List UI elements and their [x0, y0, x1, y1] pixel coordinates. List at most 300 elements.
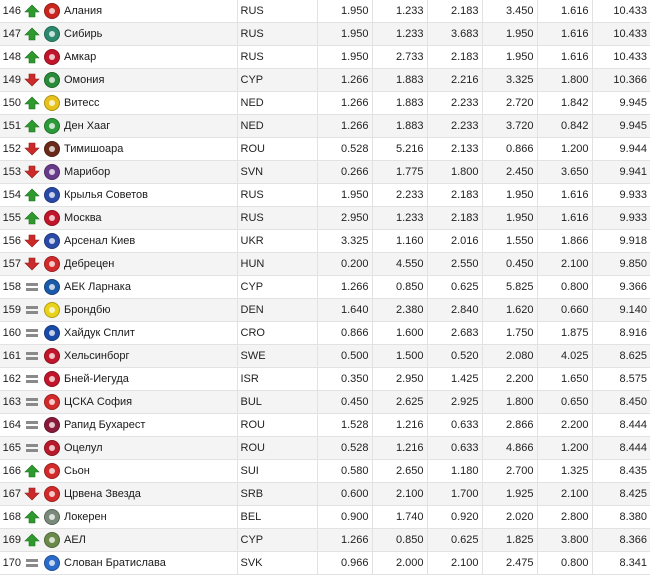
club-name[interactable]: Дебрецен	[63, 253, 237, 276]
total-points: 9.941	[592, 161, 650, 184]
total-points: 8.366	[592, 529, 650, 552]
season-points-v1: 2.950	[317, 207, 372, 230]
trend-unchanged-icon	[24, 372, 40, 386]
club-name[interactable]: АЕК Ларнака	[63, 276, 237, 299]
rank-cell: 161	[0, 345, 23, 368]
season-points-v1: 0.200	[317, 253, 372, 276]
total-points: 10.433	[592, 0, 650, 23]
season-points-v1: 0.866	[317, 322, 372, 345]
logo-cell	[41, 368, 63, 391]
total-points: 9.366	[592, 276, 650, 299]
table-row	[0, 391, 650, 414]
logo-cell	[41, 253, 63, 276]
logo-cell	[41, 230, 63, 253]
logo-cell	[41, 92, 63, 115]
season-points-v3: 1.425	[427, 368, 482, 391]
club-crest-icon	[44, 49, 60, 65]
rank-cell: 158	[0, 276, 23, 299]
rank-cell: 150	[0, 92, 23, 115]
country-code: ROU	[237, 437, 317, 460]
total-points: 9.850	[592, 253, 650, 276]
season-points-v3: 2.133	[427, 138, 482, 161]
logo-cell	[41, 460, 63, 483]
trend-up-arrow-icon	[24, 510, 40, 524]
trend-up-arrow-icon	[24, 96, 40, 110]
country-code: NED	[237, 92, 317, 115]
rank-cell: 152	[0, 138, 23, 161]
country-code: SVK	[237, 552, 317, 575]
season-points-v1: 0.350	[317, 368, 372, 391]
trend-cell	[23, 460, 41, 483]
country-code: RUS	[237, 0, 317, 23]
trend-cell	[23, 0, 41, 23]
club-crest-icon	[44, 348, 60, 364]
club-name[interactable]: Тимишоара	[63, 138, 237, 161]
club-name[interactable]: Крылья Советов	[63, 184, 237, 207]
table-row	[0, 115, 650, 138]
season-points-v2: 2.950	[372, 368, 427, 391]
club-name[interactable]: Москва	[63, 207, 237, 230]
season-points-v3: 2.100	[427, 552, 482, 575]
rank-cell: 164	[0, 414, 23, 437]
rank-cell: 151	[0, 115, 23, 138]
season-points-v1: 1.950	[317, 23, 372, 46]
club-crest-icon	[44, 532, 60, 548]
country-code: CRO	[237, 322, 317, 345]
season-points-v1: 0.966	[317, 552, 372, 575]
trend-up-arrow-icon	[24, 119, 40, 133]
trend-cell	[23, 368, 41, 391]
trend-cell	[23, 46, 41, 69]
season-points-v1: 1.266	[317, 276, 372, 299]
trend-cell	[23, 437, 41, 460]
total-points: 9.944	[592, 138, 650, 161]
table-row	[0, 230, 650, 253]
rank-cell: 148	[0, 46, 23, 69]
season-points-v1: 0.600	[317, 483, 372, 506]
trend-cell	[23, 230, 41, 253]
season-points-v1: 1.266	[317, 115, 372, 138]
season-points-v4: 2.866	[482, 414, 537, 437]
club-crest-icon	[44, 371, 60, 387]
rank-cell: 165	[0, 437, 23, 460]
club-crest-icon	[44, 187, 60, 203]
total-points: 8.380	[592, 506, 650, 529]
rank-cell: 157	[0, 253, 23, 276]
club-crest-icon	[44, 118, 60, 134]
season-points-v4: 2.020	[482, 506, 537, 529]
logo-cell	[41, 529, 63, 552]
table-row	[0, 322, 650, 345]
trend-cell	[23, 276, 41, 299]
country-code: RUS	[237, 207, 317, 230]
club-crest-icon	[44, 72, 60, 88]
season-points-v5: 0.800	[537, 276, 592, 299]
season-points-v5: 0.660	[537, 299, 592, 322]
logo-cell	[41, 391, 63, 414]
season-points-v4: 1.925	[482, 483, 537, 506]
season-points-v5: 1.616	[537, 23, 592, 46]
club-name[interactable]: Рапид Бухарест	[63, 414, 237, 437]
season-points-v4: 3.720	[482, 115, 537, 138]
club-name[interactable]: АЕЛ	[63, 529, 237, 552]
club-crest-icon	[44, 3, 60, 19]
rank-cell: 155	[0, 207, 23, 230]
season-points-v5: 2.200	[537, 414, 592, 437]
season-points-v4: 3.450	[482, 0, 537, 23]
season-points-v2: 2.000	[372, 552, 427, 575]
table-row	[0, 161, 650, 184]
rank-cell: 168	[0, 506, 23, 529]
season-points-v3: 0.920	[427, 506, 482, 529]
club-name[interactable]: Бней-Иегуда	[63, 368, 237, 391]
season-points-v5: 0.842	[537, 115, 592, 138]
season-points-v3: 2.183	[427, 184, 482, 207]
club-name[interactable]: ЦСКА София	[63, 391, 237, 414]
season-points-v4: 2.720	[482, 92, 537, 115]
season-points-v4: 2.080	[482, 345, 537, 368]
season-points-v1: 0.900	[317, 506, 372, 529]
season-points-v3: 3.683	[427, 23, 482, 46]
club-name[interactable]: Сьон	[63, 460, 237, 483]
rank-cell: 160	[0, 322, 23, 345]
season-points-v1: 1.266	[317, 529, 372, 552]
total-points: 9.945	[592, 115, 650, 138]
trend-up-arrow-icon	[24, 27, 40, 41]
logo-cell	[41, 0, 63, 23]
trend-unchanged-icon	[24, 326, 40, 340]
season-points-v3: 2.183	[427, 46, 482, 69]
season-points-v2: 2.650	[372, 460, 427, 483]
table-row	[0, 414, 650, 437]
total-points: 8.444	[592, 414, 650, 437]
country-code: RUS	[237, 184, 317, 207]
country-code: ROU	[237, 414, 317, 437]
country-code: SUI	[237, 460, 317, 483]
season-points-v1: 0.266	[317, 161, 372, 184]
season-points-v3: 2.683	[427, 322, 482, 345]
logo-cell	[41, 161, 63, 184]
trend-down-arrow-icon	[24, 165, 40, 179]
club-name[interactable]: Витесс	[63, 92, 237, 115]
club-name[interactable]: Слован Братислава	[63, 552, 237, 575]
season-points-v5: 2.800	[537, 506, 592, 529]
season-points-v4: 1.750	[482, 322, 537, 345]
trend-cell	[23, 69, 41, 92]
club-crest-icon	[44, 555, 60, 571]
rank-cell: 153	[0, 161, 23, 184]
season-points-v3: 0.625	[427, 529, 482, 552]
season-points-v1: 0.580	[317, 460, 372, 483]
logo-cell	[41, 69, 63, 92]
club-crest-icon	[44, 164, 60, 180]
total-points: 8.341	[592, 552, 650, 575]
logo-cell	[41, 345, 63, 368]
table-row	[0, 506, 650, 529]
trend-cell	[23, 161, 41, 184]
trend-cell	[23, 345, 41, 368]
country-code: RUS	[237, 23, 317, 46]
club-crest-icon	[44, 233, 60, 249]
trend-down-arrow-icon	[24, 73, 40, 87]
trend-unchanged-icon	[24, 395, 40, 409]
table-row	[0, 184, 650, 207]
season-points-v2: 5.216	[372, 138, 427, 161]
total-points: 9.945	[592, 92, 650, 115]
logo-cell	[41, 138, 63, 161]
season-points-v3: 2.550	[427, 253, 482, 276]
season-points-v1: 0.528	[317, 437, 372, 460]
total-points: 9.918	[592, 230, 650, 253]
season-points-v5: 1.200	[537, 138, 592, 161]
trend-cell	[23, 322, 41, 345]
logo-cell	[41, 506, 63, 529]
trend-up-arrow-icon	[24, 464, 40, 478]
logo-cell	[41, 483, 63, 506]
season-points-v2: 1.500	[372, 345, 427, 368]
season-points-v3: 0.633	[427, 414, 482, 437]
season-points-v5: 0.650	[537, 391, 592, 414]
table-row	[0, 552, 650, 575]
table-row	[0, 23, 650, 46]
season-points-v1: 1.950	[317, 184, 372, 207]
country-code: ISR	[237, 368, 317, 391]
season-points-v5: 3.650	[537, 161, 592, 184]
season-points-v2: 1.740	[372, 506, 427, 529]
season-points-v3: 2.233	[427, 92, 482, 115]
rank-cell: 163	[0, 391, 23, 414]
total-points: 9.933	[592, 184, 650, 207]
country-code: SWE	[237, 345, 317, 368]
club-crest-icon	[44, 509, 60, 525]
season-points-v2: 2.625	[372, 391, 427, 414]
rank-cell: 154	[0, 184, 23, 207]
table-row	[0, 138, 650, 161]
trend-unchanged-icon	[24, 303, 40, 317]
club-crest-icon	[44, 95, 60, 111]
season-points-v2: 4.550	[372, 253, 427, 276]
logo-cell	[41, 276, 63, 299]
trend-up-arrow-icon	[24, 188, 40, 202]
season-points-v3: 0.633	[427, 437, 482, 460]
trend-up-arrow-icon	[24, 533, 40, 547]
season-points-v5: 0.800	[537, 552, 592, 575]
rank-cell: 149	[0, 69, 23, 92]
club-crest-icon	[44, 325, 60, 341]
club-crest-icon	[44, 279, 60, 295]
season-points-v1: 0.500	[317, 345, 372, 368]
season-points-v5: 1.616	[537, 46, 592, 69]
club-name[interactable]: Брондбю	[63, 299, 237, 322]
country-code: BEL	[237, 506, 317, 529]
trend-cell	[23, 207, 41, 230]
season-points-v4: 4.866	[482, 437, 537, 460]
season-points-v5: 1.875	[537, 322, 592, 345]
club-name[interactable]: Хельсинборг	[63, 345, 237, 368]
total-points: 8.625	[592, 345, 650, 368]
season-points-v4: 1.825	[482, 529, 537, 552]
trend-cell	[23, 414, 41, 437]
trend-cell	[23, 115, 41, 138]
season-points-v2: 1.216	[372, 437, 427, 460]
club-crest-icon	[44, 210, 60, 226]
trend-cell	[23, 299, 41, 322]
table-row	[0, 92, 650, 115]
table-row	[0, 437, 650, 460]
season-points-v2: 2.100	[372, 483, 427, 506]
season-points-v2: 1.233	[372, 0, 427, 23]
trend-up-arrow-icon	[24, 50, 40, 64]
table-row	[0, 460, 650, 483]
season-points-v4: 1.950	[482, 207, 537, 230]
season-points-v4: 0.866	[482, 138, 537, 161]
club-name[interactable]: Омония	[63, 69, 237, 92]
season-points-v4: 1.950	[482, 184, 537, 207]
season-points-v5: 1.800	[537, 69, 592, 92]
logo-cell	[41, 46, 63, 69]
rank-cell: 169	[0, 529, 23, 552]
logo-cell	[41, 552, 63, 575]
season-points-v2: 1.775	[372, 161, 427, 184]
trend-unchanged-icon	[24, 556, 40, 570]
season-points-v5: 2.100	[537, 253, 592, 276]
season-points-v2: 1.233	[372, 207, 427, 230]
trend-cell	[23, 552, 41, 575]
season-points-v3: 0.625	[427, 276, 482, 299]
trend-unchanged-icon	[24, 418, 40, 432]
season-points-v2: 1.160	[372, 230, 427, 253]
season-points-v3: 2.183	[427, 207, 482, 230]
trend-cell	[23, 23, 41, 46]
season-points-v4: 0.450	[482, 253, 537, 276]
season-points-v5: 4.025	[537, 345, 592, 368]
season-points-v4: 5.825	[482, 276, 537, 299]
total-points: 8.435	[592, 460, 650, 483]
season-points-v2: 1.233	[372, 23, 427, 46]
total-points: 8.916	[592, 322, 650, 345]
total-points: 9.933	[592, 207, 650, 230]
total-points: 8.425	[592, 483, 650, 506]
table-row	[0, 299, 650, 322]
trend-unchanged-icon	[24, 280, 40, 294]
club-crest-icon	[44, 256, 60, 272]
season-points-v1: 0.528	[317, 138, 372, 161]
club-crest-icon	[44, 141, 60, 157]
season-points-v4: 1.620	[482, 299, 537, 322]
trend-cell	[23, 253, 41, 276]
season-points-v3: 2.925	[427, 391, 482, 414]
club-name[interactable]: Локерен	[63, 506, 237, 529]
rank-cell: 162	[0, 368, 23, 391]
season-points-v5: 3.800	[537, 529, 592, 552]
club-name[interactable]: Хайдук Сплит	[63, 322, 237, 345]
total-points: 8.450	[592, 391, 650, 414]
trend-cell	[23, 506, 41, 529]
logo-cell	[41, 322, 63, 345]
club-name[interactable]: Сибирь	[63, 23, 237, 46]
table-row	[0, 46, 650, 69]
club-name[interactable]: Алания	[63, 0, 237, 23]
season-points-v2: 1.883	[372, 115, 427, 138]
season-points-v4: 1.550	[482, 230, 537, 253]
season-points-v3: 2.216	[427, 69, 482, 92]
season-points-v2: 1.883	[372, 92, 427, 115]
club-crest-icon	[44, 26, 60, 42]
club-name[interactable]: Црвена Звезда	[63, 483, 237, 506]
table-row	[0, 69, 650, 92]
season-points-v1: 1.950	[317, 46, 372, 69]
trend-down-arrow-icon	[24, 234, 40, 248]
table-row	[0, 483, 650, 506]
logo-cell	[41, 184, 63, 207]
season-points-v4: 3.325	[482, 69, 537, 92]
country-code: NED	[237, 115, 317, 138]
total-points: 8.575	[592, 368, 650, 391]
table-row	[0, 0, 650, 23]
logo-cell	[41, 207, 63, 230]
trend-unchanged-icon	[24, 349, 40, 363]
country-code: CYP	[237, 529, 317, 552]
season-points-v5: 2.100	[537, 483, 592, 506]
season-points-v4: 2.475	[482, 552, 537, 575]
country-code: DEN	[237, 299, 317, 322]
season-points-v5: 1.616	[537, 207, 592, 230]
season-points-v3: 2.233	[427, 115, 482, 138]
country-code: HUN	[237, 253, 317, 276]
season-points-v5: 1.616	[537, 184, 592, 207]
club-crest-icon	[44, 417, 60, 433]
club-crest-icon	[44, 440, 60, 456]
trend-unchanged-icon	[24, 441, 40, 455]
season-points-v5: 1.325	[537, 460, 592, 483]
total-points: 8.444	[592, 437, 650, 460]
logo-cell	[41, 414, 63, 437]
season-points-v2: 2.733	[372, 46, 427, 69]
club-name[interactable]: Ден Хааг	[63, 115, 237, 138]
season-points-v1: 1.266	[317, 69, 372, 92]
total-points: 10.366	[592, 69, 650, 92]
table-row	[0, 276, 650, 299]
trend-down-arrow-icon	[24, 257, 40, 271]
club-crest-icon	[44, 486, 60, 502]
rank-cell: 166	[0, 460, 23, 483]
season-points-v2: 2.380	[372, 299, 427, 322]
trend-up-arrow-icon	[24, 211, 40, 225]
season-points-v5: 1.200	[537, 437, 592, 460]
season-points-v1: 3.325	[317, 230, 372, 253]
season-points-v1: 1.950	[317, 0, 372, 23]
season-points-v1: 1.266	[317, 92, 372, 115]
season-points-v5: 1.616	[537, 0, 592, 23]
logo-cell	[41, 23, 63, 46]
trend-cell	[23, 483, 41, 506]
logo-cell	[41, 115, 63, 138]
country-code: RUS	[237, 46, 317, 69]
country-code: CYP	[237, 69, 317, 92]
season-points-v3: 1.180	[427, 460, 482, 483]
season-points-v3: 2.016	[427, 230, 482, 253]
rank-cell: 156	[0, 230, 23, 253]
trend-up-arrow-icon	[24, 4, 40, 18]
club-name[interactable]: Оцелул	[63, 437, 237, 460]
season-points-v2: 0.850	[372, 276, 427, 299]
season-points-v5: 1.866	[537, 230, 592, 253]
club-name[interactable]: Амкар	[63, 46, 237, 69]
trend-cell	[23, 391, 41, 414]
club-name[interactable]: Арсенал Киев	[63, 230, 237, 253]
season-points-v5: 1.650	[537, 368, 592, 391]
club-name[interactable]: Марибор	[63, 161, 237, 184]
